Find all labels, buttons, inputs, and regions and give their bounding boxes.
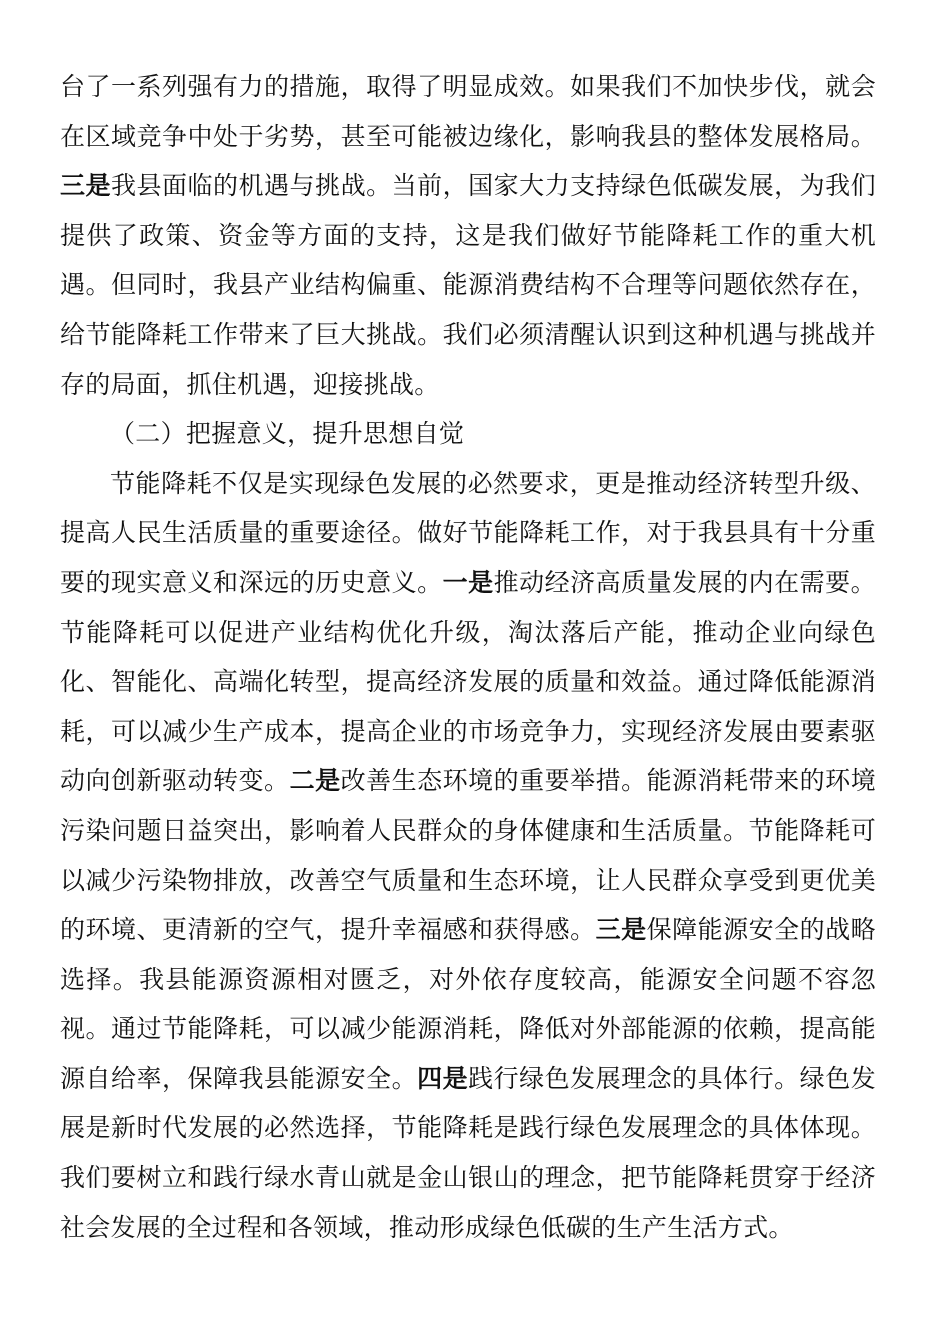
point-marker-two: 二是 [289,766,341,796]
document-body [60,62,876,1252]
point-text-one: 推动经济高质量发展的内在需要。节能降耗可以促进产业结构优化升级，淘汰落后产能，推动企业向绿色化、智能化、高端化转型，提高经济发展的质量和效益。通过降低能源消耗，可以减少生产成本，提高企业的市场竞争力，实现经济发展由要素驱动向创新驱动转变。 [60,567,876,796]
point-text-four: 践行绿色发展理念的具体行。绿色发展是新时代发展的必然选择，节能降耗是践行绿色发展理念的具体体现。我们要树立和践行绿水青山就是金山银山的理念，把节能降耗贯穿于经济社会发展的全过程和各领域，推动形成绿色低碳的生产生活方式。 [60,1063,876,1242]
paragraph-intro: 节能降耗不仅是实现绿色发展的必然要求，更是推动经济转型升级、提高人民生活质量的重要途径。做好节能降耗工作，对于我县具有十分重要的现实意义和深远的历史意义。 [60,468,876,597]
paragraph-significance [60,459,876,1253]
section-heading: （二）把握意义，提升思想自觉 [110,419,465,449]
point-text-two: 改善生态环境的重要举措。能源消耗带来的环境污染问题日益突出，影响着人民群众的身体健康和生活质量。节能降耗可以减少污染物排放，改善空气质量和生态环境，让人民群众享受到更优美的环境、更清新的空气，提升幸福感和获得感。 [60,766,876,945]
paragraph-text: 我县面临的机遇与挑战。当前，国家大力支持绿色低碳发展，为我们提供了政策、资金等方面的支持，这是我们做好节能降耗工作的重大机遇。但同时，我县产业结构偏重、能源消费结构不合理等问题依然存在，给节能降耗工作带来了巨大挑战。我们必须清醒认识到这种机遇与挑战并存的局面，抓住机遇，迎接挑战。 [60,171,876,399]
point-text-three: 保障能源安全的战略选择。我县能源资源相对匮乏，对外依存度较高，能源安全问题不容忽视。通过节能降耗，可以减少能源消耗，降低对外部能源的依赖，提高能源自给率，保障我县能源安全。 [60,915,876,1093]
point-marker-three: 三是 [595,915,647,945]
paragraph-continuation [60,62,876,409]
paragraph-text: 台了一系列强有力的措施，取得了明显成效。如果我们不加快步伐，就会在区域竞争中处于劣势，甚至可能被边缘化，影响我县的整体发展格局。 [60,72,876,151]
point-marker-one: 一是 [442,567,494,597]
point-marker-four: 四是 [417,1063,469,1093]
point-marker-three: 三是 [60,171,112,201]
